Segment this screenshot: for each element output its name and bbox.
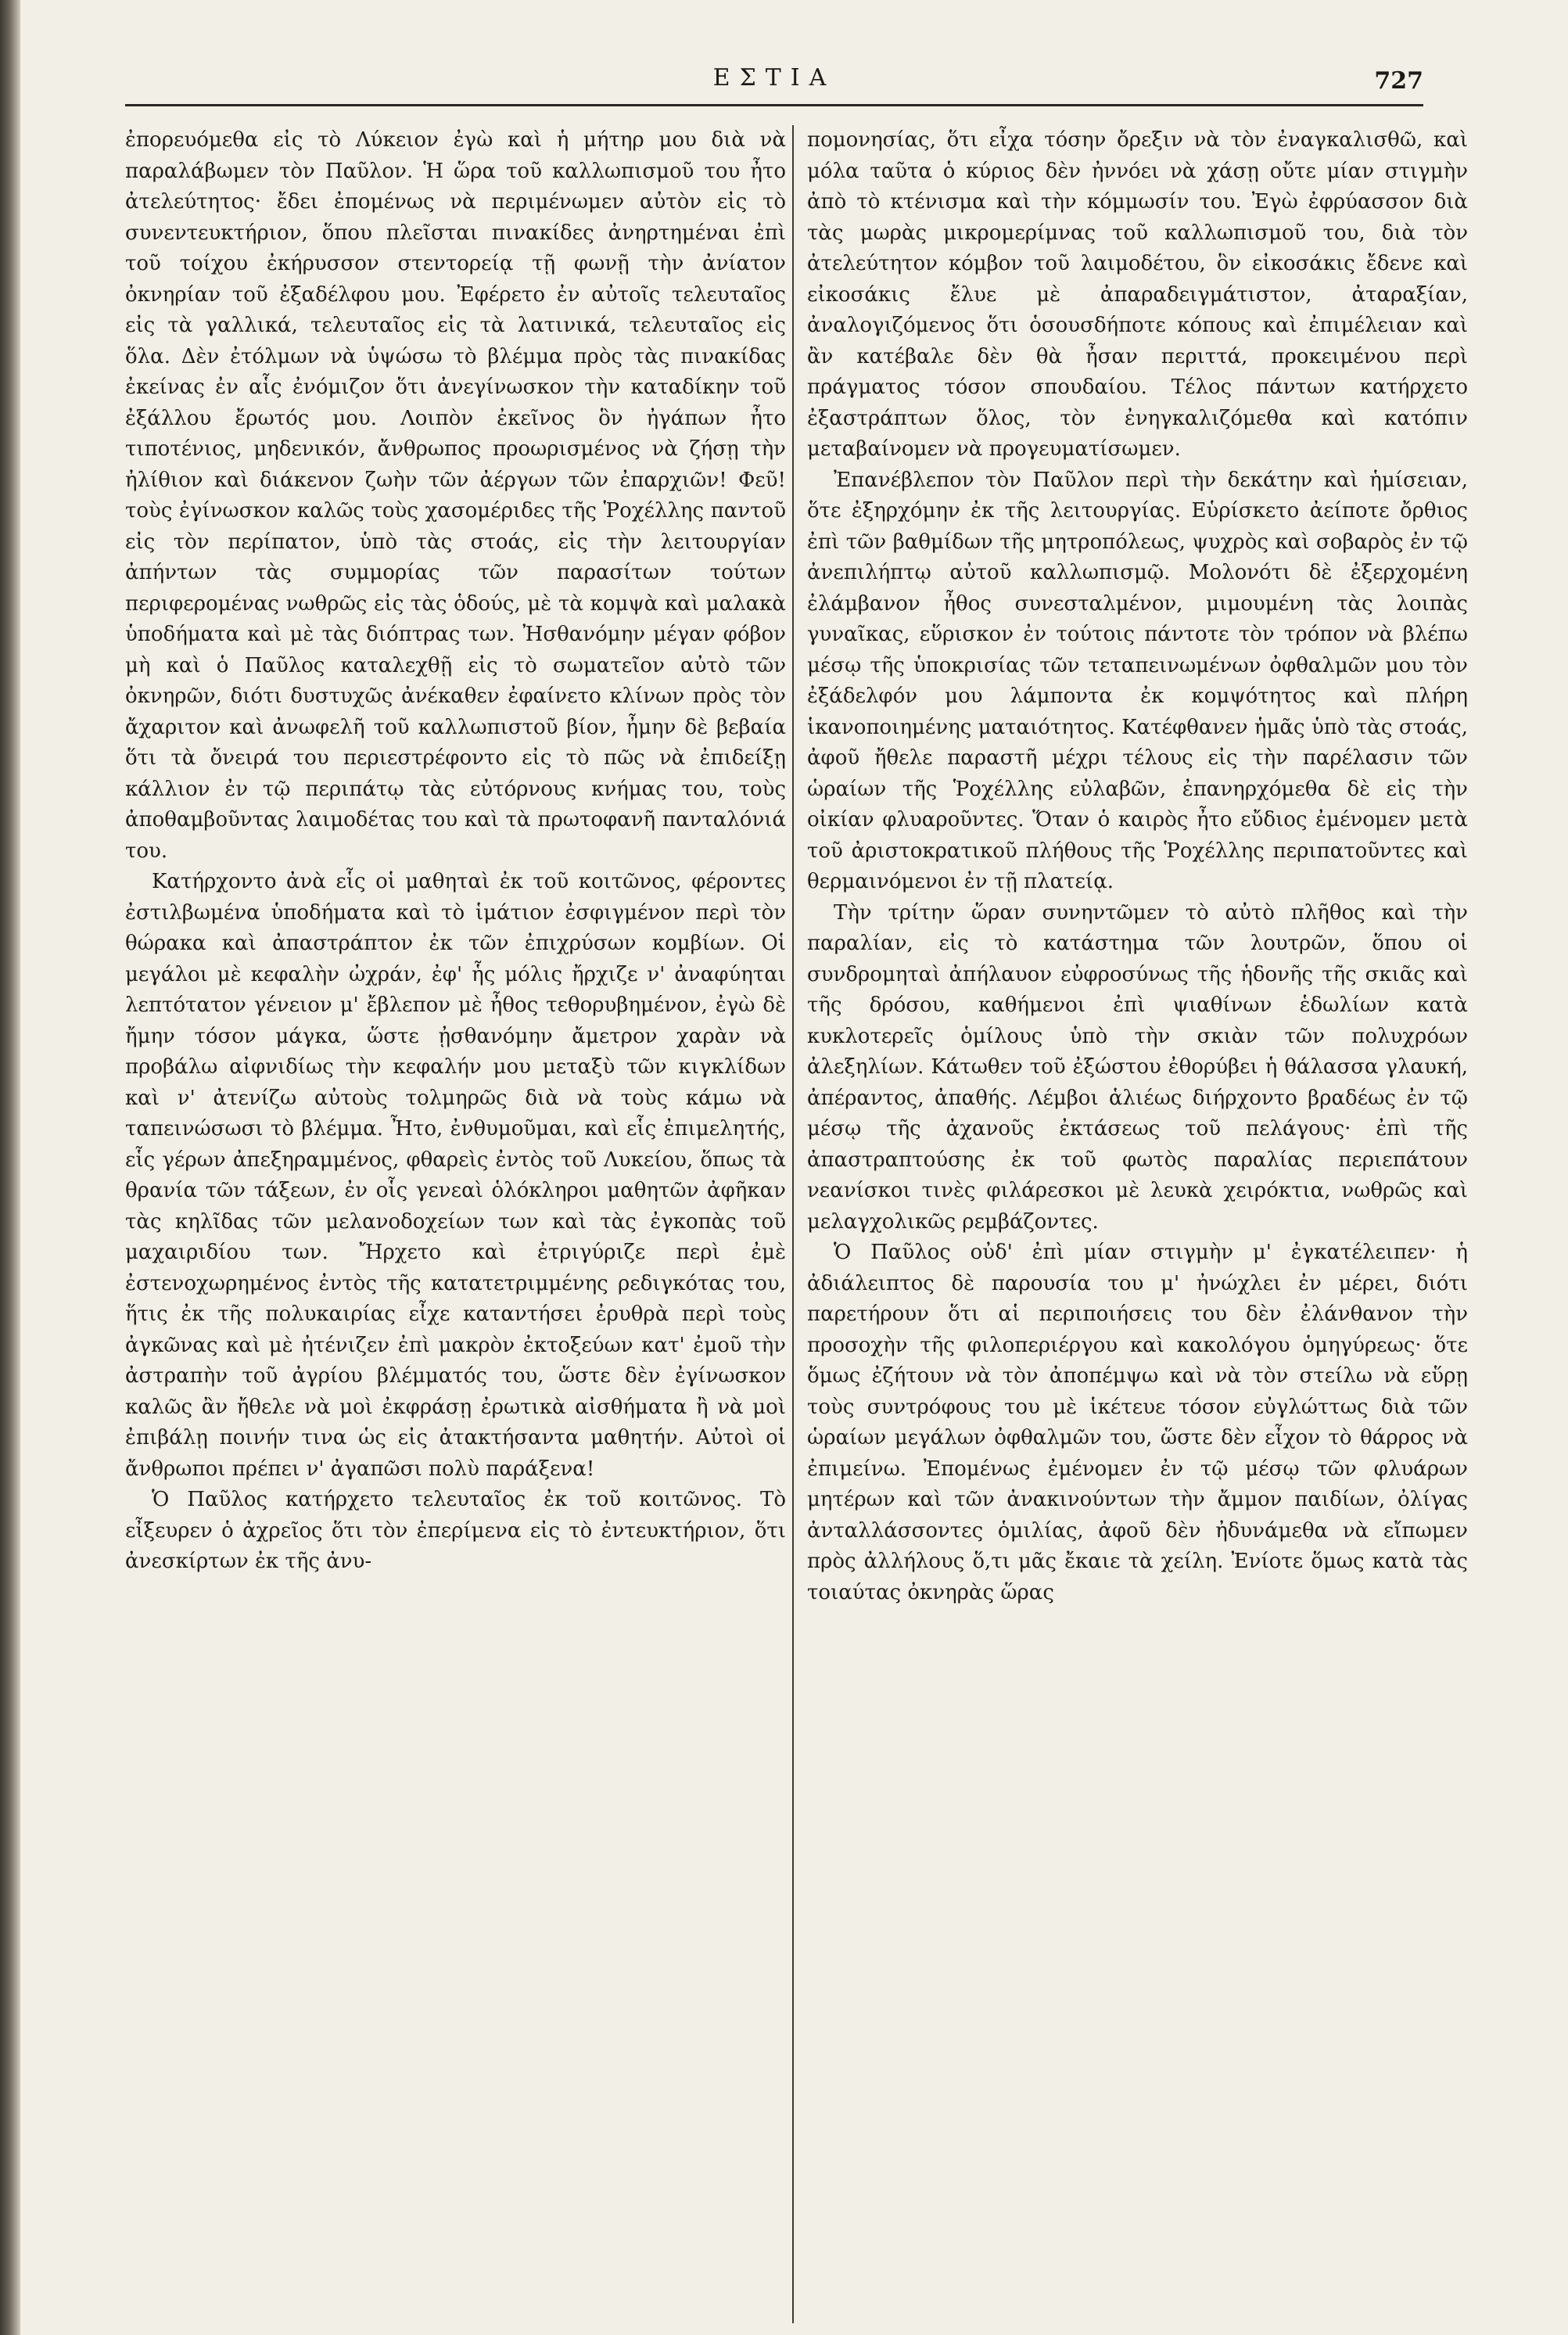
paragraph: Κατήρχοντο ἀνὰ εἷς οἱ μαθηταὶ ἐκ τοῦ κοιτῶνος, φέροντες ἐστιλβωμένα ὑποδήματα καὶ τὸ ἱμάτιον ἐσφιγμένον περὶ τὸν θώρακα καὶ ἀπαστράπτον ἐκ τῶν ἐπιχρύσων κομβίων. Οἱ μεγάλοι μὲ κεφαλὴν ὠχράν, ἐφ' ἧς μόλις ἤρχιζε ν' ἀναφύηται λεπτότατον γένειον μ' ἔβλεπον μὲ ἦθος τεθορυβημένον, ἐγὼ δὲ ἤμην τόσον μάγκα, ὥστε ᾐσθανόμην ἄμετρον χαρὰν νὰ προβάλω αἰφνιδίως τὴν κεφαλήν μου μεταξὺ τῶν κιγκλίδων καὶ ν' ἀτενίζω αὐτοὺς τολμηρῶς διὰ νὰ τοὺς κάμω νὰ ταπεινώσωσι τὸ βλέμμα. Ἦτο, ἐνθυμοῦμαι, καὶ εἷς ἐπιμελητής, εἷς γέρων ἀπεξηραμμένος, φθαρεὶς ἐντὸς τοῦ Λυκείου, ὅπως τὰ θρανία τῶν τάξεων, ἐν οἷς γενεαὶ ὁλόκληροι μαθητῶν ἀφῆκαν τὰς κηλῖδας τῶν μελανοδοχείων των καὶ τὰς ἐγκοπὰς τοῦ μαχαιριδίου των. Ἤρχετο καὶ ἐτριγύριζε περὶ ἐμὲ ἐστενοχωρημένος ἐντὸς τῆς κατατετριμμένης ρεδιγκότας του, ἥτις ἐκ τῆς πολυκαιρίας εἶχε καταντήσει ἐρυθρὰ περὶ τοὺς ἀγκῶνας καὶ μὲ ἠτένιζεν ἐπὶ μακρὸν ἐκτοξεύων κατ' ἐμοῦ τὴν ἀστραπὴν τοῦ ἀγρίου βλέμματός του, ὥστε δὲν ἐγίνωσκον καλῶς ἂν ἤθελε νὰ μοὶ ἐκφράσῃ ἐρωτικὰ αἰσθήματα ἢ νὰ μοὶ ἐπιβάλῃ ποινήν τινα ὡς εἰς ἀτακτήσαντα μαθητήν. Αὐτοὶ οἱ ἄνθρωποι πρέπει ν' ἀγαπῶσι πολὺ παράξενα! — [125, 870, 786, 1481]
paragraph: Ὁ Παῦλος κατήρχετο τελευταῖος ἐκ τοῦ κοιτῶνος. Τὸ εἶξευρεν ὁ ἀχρεῖος ὅτι τὸν ἐπερίμενα εἰς τὸ ἐντευκτήριον, ὅτι ἀνεσκίρτων ἐκ τῆς ἀνυ- — [125, 1488, 786, 1573]
running-head: ΕΣΤΙΑ — [712, 64, 836, 92]
page-number: 727 — [1374, 67, 1423, 95]
header-rule — [125, 104, 1423, 106]
paragraph: ἐπορευόμεθα εἰς τὸ Λύκειον ἐγὼ καὶ ἡ μήτηρ μου διὰ νὰ παραλάβωμεν τὸν Παῦλον. Ἡ ὥρα τοῦ καλλωπισμοῦ του ἦτο ἀτελεύτητος· ἔδει ἐπομένως νὰ περιμένωμεν αὐτὸν εἰς τὸ συνεντευκτήριον, ὅπου πλεῖσται πινακίδες ἀνηρτημέναι ἐπὶ τοῦ τοίχου ἐκήρυσσον στεντορείᾳ τῇ φωνῇ τὴν ἀνίατον ὀκνηρίαν τοῦ ἐξαδέλφου μου. Ἐφέρετο ἐν αὐτοῖς τελευταῖος εἰς τὰ γαλλικά, τελευταῖος εἰς τὰ λατινικά, τελευταῖος εἰς ὅλα. Δὲν ἐτόλμων νὰ ὑψώσω τὸ βλέμμα πρὸς τὰς πινακίδας ἐκείνας ἐν αἷς ἐνόμιζον ὅτι ἀνεγίνωσκον τὴν καταδίκην τοῦ ἐξάλλου ἔρωτός μου. Λοιπὸν ἐκεῖνος ὃν ἠγάπων ἦτο τιποτένιος, μηδενικόν, ἄνθρωπος προωρισμένος νὰ ζήσῃ τὴν ἠλίθιον καὶ διάκενον ζωὴν τῶν ἀέργων τῶν ἐπαρχιῶν! Φεῦ! τοὺς ἐγίνωσκον καλῶς τοὺς χασομέριδες τῆς Ῥοχέλλης παντοῦ εἰς τὸν περίπατον, ὑπὸ τὰς στοάς, εἰς τὴν λειτουργίαν ἀπήντων τὰς συμμορίας τῶν παρασίτων τούτων περιφερομένας νωθρῶς εἰς τὰς ὁδούς, μὲ τὰ κομψὰ καὶ μαλακὰ ὑποδήματα καὶ μὲ τὰς διόπτρας των. Ἠσθανόμην μέγαν φόβον μὴ καὶ ὁ Παῦλος καταλεχθῇ εἰς τὸ σωματεῖον αὐτὸ τῶν ὀκνηρῶν, διότι δυστυχῶς ἀνέκαθεν ἐφαίνετο κλίνων πρὸς τὸν ἄχαριτον καὶ ἀνωφελῆ τοῦ καλλωπιστοῦ βίον, ἦμην δὲ βεβαία ὅτι τὰ ὄνειρά του περιεστρέφοντο εἰς τὸ πῶς νὰ ἐπιδείξῃ κάλλιον ἐν τῷ περιπάτῳ τὰς εὐτόρνους κνήμας του, τοὺς ἀποθαμβοῦντας λαιμοδέτας του καὶ τὰ πρωτοφανῆ πανταλόνιά του. — [125, 128, 786, 863]
paragraph: Τὴν τρίτην ὥραν συνηντῶμεν τὸ αὐτὸ πλῆθος καὶ τὴν παραλίαν, εἰς τὸ κατάστημα τῶν λουτρῶν, ὅπου οἱ συνδρομηταὶ ἀπήλαυον εὐφροσύνως τῆς ἡδονῆς τῆς σκιᾶς καὶ τῆς δρόσου, καθήμενοι ἐπὶ ψιαθίνων ἑδωλίων κατὰ κυκλοτερεῖς ὁμίλους ὑπὸ τὴν σκιὰν τῶν πολυχρόων ἀλεξηλίων. Κάτωθεν τοῦ ἐξώστου ἐθορύβει ἡ θάλασσα γλαυκή, ἀπέραντος, ἀπαθής. Λέμβοι ἁλιέως διήρχοντο βραδέως ἐν τῷ μέσῳ τῆς ἀχανοῦς ἐκτάσεως τοῦ πελάγους· ἐπὶ τῆς ἀπαστραπτούσης ἐκ τοῦ φωτὸς παραλίας περιεπάτουν νεανίσκοι τινὲς φιλάρεσκοι μὲ λευκὰ χειρόκτια, νωθρῶς καὶ μελαγχολικῶς ρεμβάζοντες. — [807, 900, 1468, 1234]
left-column — [125, 125, 786, 2323]
right-column — [807, 125, 1468, 2323]
binding-edge — [0, 0, 20, 2335]
page-header — [125, 58, 1423, 105]
paragraph: Ἐπανέβλεπον τὸν Παῦλον περὶ τὴν δεκάτην καὶ ἡμίσειαν, ὅτε ἐξηρχόμην ἐκ τῆς λειτουργίας. Εὑρίσκετο ἀείποτε ὄρθιος ἐπὶ τῶν βαθμίδων τῆς μητροπόλεως, ψυχρὸς καὶ σοβαρὸς ἐν τῷ ἀνεπιλήπτῳ αὐτοῦ καλλωπισμῷ. Μολονότι δὲ ἐξερχομένη ἐλάμβανον ἦθος συνεσταλμένον, μιμουμένη τὰς λοιπὰς γυναῖκας, εὕρισκον ἐν τούτοις πάντοτε τὸν τρόπον νὰ βλέπω μέσῳ τῆς ὑποκρισίας τῶν τεταπεινωμένων ὀφθαλμῶν μου τὸν ἐξάδελφόν μου λάμποντα ἐκ κομψότητος καὶ πλήρη ἱκανοποιημένης ματαιότητος. Κατέφθανεν ἡμᾶς ὑπὸ τὰς στοάς, ἀφοῦ ἤθελε παραστῆ μέχρι τέλους εἰς τὴν παρέλασιν τῶν ὡραίων τῆς Ῥοχέλλης εὐλαβῶν, ἐπανηρχόμεθα δὲ εἰς τὴν οἰκίαν φλυαροῦντες. Ὅταν ὁ καιρὸς ἦτο εὔδιος ἐμένομεν μετὰ τοῦ ἀριστοκρατικοῦ πλήθους τῆς Ῥοχέλλης περιπατοῦντες καὶ θερμαινόμενοι ἐν τῇ πλατείᾳ. — [807, 468, 1468, 893]
paragraph: πομονησίας, ὅτι εἶχα τόσην ὄρεξιν νὰ τὸν ἐναγκαλισθῶ, καὶ μόλα ταῦτα ὁ κύριος δὲν ἠννόει νὰ χάσῃ οὔτε μίαν στιγμὴν ἀπὸ τὸ κτένισμα καὶ τὴν κόμμωσίν του. Ἐγὼ ἐφρύασσον διὰ τὰς μωρὰς μικρομερίμνας τοῦ καλλωπισμοῦ του, διὰ τὸν ἀτελεύτητον κόμβον τοῦ λαιμοδέτου, ὃν εἰκοσάκις ἔδενε καὶ εἰκοσάκις ἔλυε μὲ ἀπαραδειγμάτιστον, ἀταραξίαν, ἀναλογιζόμενος ὅτι ὁσουσδήποτε κόπους καὶ ἐπιμέλειαν καὶ ἂν κατέβαλε δὲν θὰ ἦσαν περιττά, προκειμένου περὶ πράγματος τόσον σπουδαίου. Τέλος πάντων κατήρχετο ἐξαστράπτων ὅλος, τὸν ἐνηγκαλιζόμεθα καὶ κατόπιν μεταβαίνομεν νὰ προγευματίσωμεν. — [807, 128, 1468, 461]
column-divider — [792, 125, 794, 2323]
paragraph: Ὁ Παῦλος οὐδ' ἐπὶ μίαν στιγμὴν μ' ἐγκατέλειπεν· ἡ ἀδιάλειπτος δὲ παρουσία του μ' ἠνώχλει ἐν μέρει, διότι παρετήρουν ὅτι αἱ περιποιήσεις του δὲν ἐλάνθανον τὴν προσοχὴν τῆς φιλοπεριέργου καὶ κακολόγου ὁμηγύρεως· ὅτε ὅμως ἐζήτουν νὰ τὸν ἀποπέμψω καὶ νὰ τὸν στείλω νὰ εὕρῃ τοὺς συντρόφους του μὲ ἱκέτευε τόσον εὐγλώττως διὰ τῶν ὡραίων μεγάλων ὀφθαλμῶν του, ὥστε δὲν εἶχον τὸ θάρρος νὰ ἐπιμείνω. Ἐπομένως ἐμένομεν ἐν τῷ μέσῳ τῶν φλυάρων μητέρων καὶ τῶν ἀνακινούντων τὴν ἄμμον παιδίων, ὀλίγας ἀνταλλάσσοντες ὁμιλίας, ἀφοῦ δὲν ἠδυνάμεθα νὰ εἴπωμεν πρὸς ἀλλήλους ὅ,τι μᾶς ἔκαιε τὰ χείλη. Ἐνίοτε ὅμως κατὰ τὰς τοιαύτας ὀκνηρὰς ὥρας — [807, 1241, 1468, 1604]
